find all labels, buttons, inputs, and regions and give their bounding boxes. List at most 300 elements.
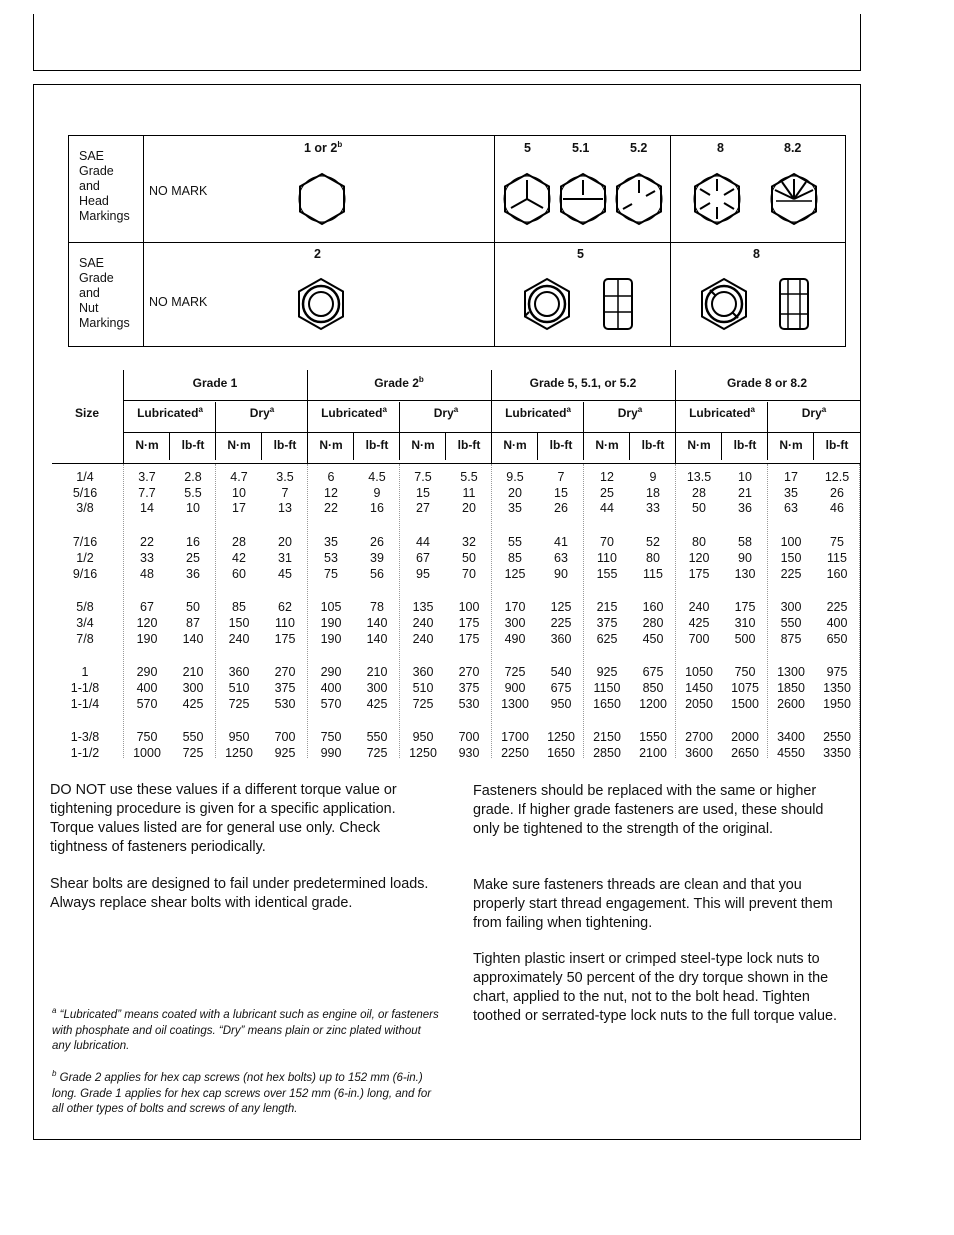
torque-value: 2050: [685, 696, 713, 711]
bolt-grade-5: 5: [524, 141, 531, 155]
torque-value: 56: [370, 566, 384, 581]
torque-value: 95: [416, 566, 430, 581]
condition-divider: [767, 402, 768, 434]
torque-value: 675: [550, 681, 572, 695]
torque-value: 33: [646, 501, 660, 516]
torque-value: 190: [136, 631, 158, 646]
shear-bolts-paragraph: Shear bolts are designed to fail under predetermined loads. Always replace shear bolts with identical grade.: [50, 876, 429, 911]
torque-value: 540: [550, 665, 572, 680]
torque-value: 530: [458, 696, 480, 711]
torque-value: 28: [692, 485, 706, 500]
torque-value: 215: [596, 600, 618, 615]
torque-value: 1650: [593, 696, 621, 711]
torque-value: 36: [738, 501, 752, 516]
bolt-row-label: SAE Grade and Head Markings: [79, 149, 130, 223]
lbft-header: lb-ft: [733, 438, 757, 452]
torque-value: 375: [596, 615, 618, 630]
dry-header: Dry$^a$: [249, 405, 275, 420]
torque-value: 10: [738, 470, 752, 484]
torque-value: 510: [228, 681, 250, 695]
torque-value: 2.8: [184, 470, 202, 484]
torque-value: 550: [366, 730, 388, 745]
torque-value: 6: [327, 470, 335, 484]
torque-value: 42: [232, 550, 246, 565]
torque-value: 2650: [731, 746, 759, 761]
torque-value: 1950: [823, 696, 851, 711]
torque-value: 2600: [777, 696, 805, 711]
torque-value: 240: [228, 631, 250, 646]
torque-value: 50: [692, 501, 706, 516]
threads-paragraph: Make sure fasteners threads are clean and that you properly start thread engagement. This will prevent them from failing when tightening.: [473, 877, 833, 931]
torque-value: 725: [182, 746, 204, 761]
torque-value: 160: [642, 600, 664, 615]
column-guide: [123, 464, 124, 758]
nut-grade-8: 8: [753, 247, 760, 261]
torque-value: 130: [734, 566, 756, 581]
torque-value: 125: [504, 566, 526, 581]
torque-value: 87: [186, 615, 200, 630]
torque-value: 925: [596, 665, 618, 680]
torque-value: 105: [320, 600, 342, 615]
torque-value: 15: [554, 485, 568, 500]
torque-value: 60: [232, 566, 246, 581]
size-cell: 1-3/8: [70, 730, 100, 745]
footnote-a: $^a$ “Lubricated” means coated with a lubricant such as engine oil, or fasteners with phosphate and oil coatings. “Dry” means plain or zinc plated without any lubrication.: [52, 1006, 439, 1052]
torque-value: 210: [182, 665, 204, 680]
size-cell: 1-1/4: [70, 696, 100, 711]
nm-header: N·m: [779, 438, 803, 452]
torque-value: 120: [136, 615, 158, 630]
torque-value: 135: [412, 600, 434, 615]
size-cell: 5/16: [72, 485, 98, 500]
torque-value: 12: [600, 470, 614, 484]
torque-value: 155: [596, 566, 618, 581]
nut-plain-icon: [293, 276, 349, 332]
torque-value: 44: [416, 535, 430, 550]
torque-value: 225: [826, 600, 848, 615]
torque-value: 52: [646, 535, 660, 550]
torque-value: 13.5: [686, 470, 712, 484]
torque-value: 27: [416, 501, 430, 516]
torque-value: 7: [281, 485, 289, 500]
torque-value: 33: [140, 550, 154, 565]
torque-value: 85: [508, 550, 522, 565]
header-box: [33, 14, 861, 71]
torque-value: 78: [370, 600, 384, 615]
torque-value: 14: [140, 501, 154, 516]
torque-value: 1550: [639, 730, 667, 745]
unit-divider: [813, 432, 814, 460]
column-guide: [675, 464, 676, 758]
torque-value: 140: [366, 615, 388, 630]
torque-value: 240: [412, 631, 434, 646]
dry-header: Dry$^a$: [801, 405, 827, 420]
torque-value: 9.5: [506, 470, 524, 484]
nut-grade8-icon: [696, 276, 752, 332]
torque-value: 175: [458, 615, 480, 630]
torque-value: 160: [826, 566, 848, 581]
torque-value: 26: [370, 535, 384, 550]
torque-value: 500: [734, 631, 756, 646]
size-cell: 9/16: [72, 566, 98, 581]
torque-value: 20: [278, 535, 292, 550]
torque-value: 530: [274, 696, 296, 711]
nut-no-mark: NO MARK: [149, 295, 208, 309]
size-cell: 7/16: [72, 535, 98, 550]
torque-value: 925: [274, 746, 296, 761]
torque-value: 2150: [593, 730, 621, 745]
warning-paragraph: DO NOT use these values if a different torque value or tightening procedure is given for a specific application. Torque values listed are for general use only. Check tightness of fasteners periodically.: [50, 782, 397, 855]
torque-value: 510: [412, 681, 434, 695]
torque-value: 18: [646, 485, 660, 500]
torque-value: 3350: [823, 746, 851, 761]
torque-value: 110: [275, 615, 295, 630]
torque-value: 225: [550, 615, 572, 630]
torque-value: 140: [366, 631, 388, 646]
torque-value: 80: [692, 535, 706, 550]
torque-value: 63: [784, 501, 798, 516]
torque-value: 15: [416, 485, 430, 500]
torque-value: 4.7: [230, 470, 248, 484]
hex-head-grade5-icon: [499, 171, 555, 227]
grade8-header: Grade 8 or 8.2: [726, 376, 808, 390]
size-cell: 1/4: [76, 470, 94, 484]
nut-grade-5: 5: [577, 247, 584, 261]
torque-value: 190: [320, 615, 342, 630]
torque-value: 400: [826, 615, 848, 630]
torque-value: 20: [462, 501, 476, 516]
torque-value: 100: [780, 535, 802, 550]
torque-value: 7: [557, 470, 565, 484]
torque-value: 115: [827, 550, 847, 565]
torque-value: 1450: [685, 681, 713, 695]
torque-value: 225: [780, 566, 802, 581]
torque-value: 975: [826, 665, 848, 680]
torque-value: 70: [600, 535, 614, 550]
bolt-grade-1or2: 1 or 2$^b$: [304, 139, 343, 155]
torque-value: 360: [412, 665, 434, 680]
torque-value: 400: [136, 681, 158, 695]
torque-value: 12.5: [824, 470, 850, 484]
unit-divider: [169, 432, 170, 460]
nut-grade8-side-icon: [777, 276, 811, 332]
torque-value: 1000: [133, 746, 161, 761]
torque-value: 39: [370, 550, 384, 565]
torque-value: 25: [600, 485, 614, 500]
torque-value: 36: [186, 566, 200, 581]
nut-row-label: SAE Grade and Nut Markings: [79, 256, 130, 330]
torque-value: 5.5: [460, 470, 478, 484]
unit-divider: [261, 432, 262, 460]
lubricated-header: Lubricated$^a$: [321, 405, 387, 420]
torque-value: 58: [738, 535, 752, 550]
torque-value: 12: [324, 485, 338, 500]
torque-value: 850: [642, 681, 664, 695]
column-guide: [399, 464, 400, 758]
torque-value: 270: [458, 665, 480, 680]
torque-value: 3600: [685, 746, 713, 761]
torque-value: 360: [228, 665, 250, 680]
nm-header: N·m: [227, 438, 251, 452]
torque-value: 990: [320, 746, 342, 761]
torque-value: 2000: [731, 730, 759, 745]
condition-divider: [399, 402, 400, 434]
torque-value: 44: [600, 501, 614, 516]
lbft-header: lb-ft: [549, 438, 573, 452]
torque-value: 16: [370, 501, 384, 516]
column-guide: [307, 464, 308, 758]
replacement-paragraph: Fasteners should be replaced with the same or higher grade. If higher grade fasteners are used, these should only be tightened to the strength of the original.: [473, 783, 824, 837]
torque-value: 725: [366, 746, 388, 761]
torque-value: 4.5: [368, 470, 386, 484]
torque-value: 190: [320, 631, 342, 646]
hex-head-plain-icon: [294, 171, 350, 227]
torque-value: 175: [458, 631, 480, 646]
lock-nuts-paragraph: Tighten plastic insert or crimped steel-type lock nuts to approximately 50 percent of the dry torque shown in the chart, applied to the nut, not to the bolt head. Tighten toothed or serrated-type lock nuts to the full torque value.: [473, 951, 837, 1024]
torque-value: 3.5: [276, 470, 294, 484]
torque-value: 7.7: [138, 485, 156, 500]
nm-header: N·m: [687, 438, 711, 452]
torque-value: 750: [734, 665, 756, 680]
unit-divider: [215, 432, 216, 460]
lbft-header: lb-ft: [181, 438, 205, 452]
torque-value: 570: [136, 696, 158, 711]
torque-value: 46: [830, 501, 844, 516]
bolt-grade-8: 8: [717, 141, 724, 155]
condition-divider: [583, 402, 584, 434]
torque-value: 67: [416, 550, 430, 565]
nut-grade5-icon: [519, 276, 575, 332]
torque-value: 425: [366, 696, 388, 711]
torque-value: 1700: [501, 730, 529, 745]
torque-value: 100: [458, 600, 480, 615]
lbft-header: lb-ft: [825, 438, 849, 452]
torque-value: 570: [320, 696, 342, 711]
unit-divider: [767, 432, 768, 460]
torque-value: 1075: [731, 681, 759, 695]
torque-value: 550: [780, 615, 802, 630]
torque-value: 2550: [823, 730, 851, 745]
torque-value: 85: [232, 600, 246, 615]
unit-divider: [629, 432, 630, 460]
nm-header: N·m: [595, 438, 619, 452]
torque-value: 1300: [501, 696, 529, 711]
torque-value: 7.5: [414, 470, 432, 484]
lubricated-header: Lubricated$^a$: [689, 405, 755, 420]
torque-value: 140: [182, 631, 204, 646]
torque-value: 90: [738, 550, 752, 565]
column-guide: [491, 464, 492, 758]
torque-value: 35: [508, 501, 522, 516]
torque-value: 22: [140, 535, 154, 550]
torque-value: 400: [320, 681, 342, 695]
size-cell: 5/8: [76, 600, 94, 615]
torque-value: 16: [186, 535, 200, 550]
header-rule: [124, 400, 860, 401]
condition-divider: [215, 402, 216, 434]
torque-value: 750: [136, 730, 158, 745]
torque-value: 240: [412, 615, 434, 630]
torque-value: 2700: [685, 730, 713, 745]
unit-divider: [537, 432, 538, 460]
torque-value: 1850: [777, 681, 805, 695]
torque-value: 950: [550, 696, 572, 711]
torque-value: 110: [597, 550, 617, 565]
torque-value: 675: [642, 665, 664, 680]
torque-value: 75: [324, 566, 338, 581]
size-cell: 1-1/8: [70, 681, 100, 695]
torque-value: 3.7: [138, 470, 156, 484]
torque-value: 17: [784, 470, 798, 484]
torque-value: 26: [830, 485, 844, 500]
torque-value: 25: [186, 550, 200, 565]
torque-value: 310: [734, 615, 756, 630]
torque-value: 62: [278, 600, 292, 615]
nut-grade5-side-icon: [601, 276, 635, 332]
torque-value: 930: [458, 746, 480, 761]
hex-head-grade8-2-icon: [766, 171, 822, 227]
torque-value: 2850: [593, 746, 621, 761]
torque-value: 1250: [547, 730, 575, 745]
column-guide: [859, 464, 860, 758]
torque-value: 67: [140, 600, 154, 615]
torque-value: 725: [228, 696, 250, 711]
torque-value: 55: [508, 535, 522, 550]
grade1-header: Grade 1: [192, 376, 238, 390]
dry-header: Dry$^a$: [433, 405, 459, 420]
bolt-grade-5-1: 5.1: [572, 141, 590, 155]
torque-value: 270: [274, 665, 296, 680]
torque-value: 725: [504, 665, 526, 680]
torque-value: 75: [830, 535, 844, 550]
size-cell: 1/2: [76, 550, 94, 565]
torque-value: 290: [136, 665, 158, 680]
torque-value: 700: [458, 730, 480, 745]
unit-divider: [445, 432, 446, 460]
torque-value: 5.5: [184, 485, 202, 500]
torque-value: 2100: [639, 746, 667, 761]
bolt-grade-8-2: 8.2: [784, 141, 802, 155]
torque-value: 50: [186, 600, 200, 615]
torque-value: 9: [373, 485, 381, 500]
torque-value: 375: [458, 681, 480, 695]
torque-value: 70: [462, 566, 476, 581]
torque-value: 175: [688, 566, 710, 581]
header-rule: [124, 432, 860, 433]
unit-divider: [583, 432, 584, 460]
torque-value: 10: [232, 485, 246, 500]
unit-divider: [353, 432, 354, 460]
hex-head-grade8-icon: [689, 171, 745, 227]
torque-value: 290: [320, 665, 342, 680]
torque-value: 950: [228, 730, 250, 745]
torque-value: 90: [554, 566, 568, 581]
torque-value: 1250: [409, 746, 437, 761]
torque-value: 35: [324, 535, 338, 550]
torque-value: 80: [646, 550, 660, 565]
unit-divider: [399, 432, 400, 460]
torque-value: 300: [504, 615, 526, 630]
lubricated-header: Lubricated$^a$: [137, 405, 203, 420]
torque-value: 360: [550, 631, 572, 646]
torque-value: 53: [324, 550, 338, 565]
torque-value: 20: [508, 485, 522, 500]
torque-value: 1200: [639, 696, 667, 711]
torque-value: 63: [554, 550, 568, 565]
torque-value: 280: [642, 615, 664, 630]
torque-value: 750: [320, 730, 342, 745]
size-header: Size: [74, 406, 99, 420]
size-cell: 3/4: [76, 615, 94, 630]
bolt-no-mark: NO MARK: [149, 184, 208, 198]
torque-value: 22: [324, 501, 338, 516]
torque-value: 170: [504, 600, 526, 615]
torque-value: 725: [412, 696, 434, 711]
torque-value: 10: [186, 501, 200, 516]
size-cell: 7/8: [76, 631, 94, 646]
torque-value: 1150: [593, 681, 621, 695]
lbft-header: lb-ft: [457, 438, 481, 452]
torque-value: 1650: [547, 746, 575, 761]
header-rule: [52, 463, 860, 464]
torque-value: 120: [688, 550, 710, 565]
lbft-header: lb-ft: [273, 438, 297, 452]
torque-value: 300: [780, 600, 802, 615]
torque-value: 41: [554, 535, 568, 550]
torque-value: 1500: [731, 696, 759, 711]
torque-value: 4550: [777, 746, 805, 761]
size-cell: 1-1/2: [70, 746, 100, 761]
nm-header: N·m: [411, 438, 435, 452]
torque-value: 300: [366, 681, 388, 695]
torque-value: 1050: [685, 665, 713, 680]
torque-value: 650: [826, 631, 848, 646]
torque-value: 240: [688, 600, 710, 615]
torque-value: 175: [734, 600, 756, 615]
torque-value: 175: [274, 631, 296, 646]
nm-header: N·m: [503, 438, 527, 452]
torque-value: 700: [688, 631, 710, 646]
torque-value: 11: [462, 485, 476, 500]
size-cell: 3/8: [76, 501, 94, 516]
nm-header: N·m: [135, 438, 159, 452]
column-guide: [583, 464, 584, 758]
grade2-header: Grade 2$^b$: [374, 375, 424, 390]
torque-value: 625: [596, 631, 618, 646]
torque-value: 1300: [777, 665, 805, 680]
torque-value: 375: [274, 681, 296, 695]
torque-value: 150: [228, 615, 250, 630]
hex-head-grade5-2-icon: [611, 171, 667, 227]
torque-value: 300: [182, 681, 204, 695]
torque-value: 28: [232, 535, 246, 550]
torque-value: 490: [504, 631, 526, 646]
torque-value: 875: [780, 631, 802, 646]
unit-divider: [721, 432, 722, 460]
torque-value: 700: [274, 730, 296, 745]
torque-value: 9: [649, 470, 657, 484]
hex-head-grade5-1-icon: [555, 171, 611, 227]
torque-value: 950: [412, 730, 434, 745]
torque-value: 48: [140, 566, 154, 581]
torque-value: 45: [278, 566, 292, 581]
nm-header: N·m: [319, 438, 343, 452]
torque-value: 17: [232, 501, 246, 516]
torque-value: 150: [780, 550, 802, 565]
torque-value: 31: [278, 550, 292, 565]
torque-value: 125: [550, 600, 572, 615]
torque-value: 1350: [823, 681, 851, 695]
